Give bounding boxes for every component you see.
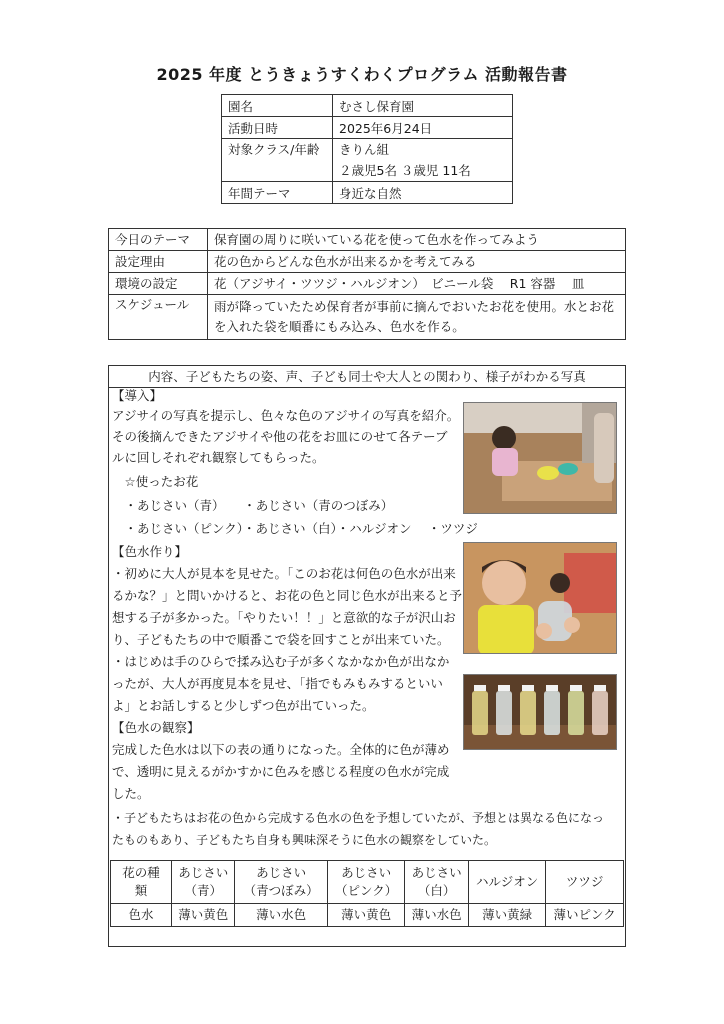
flower-type-header-line: 類 [134,883,148,898]
make-line: 想する子が多かった。「やりたい！！」と意欲的な子が沢山お [112,610,456,625]
flower-variant: （青） [184,883,222,898]
info-table [221,94,513,204]
flower-name: ハルジオン [476,874,539,889]
photo-observing-flowers [463,402,617,514]
reason-value: 花の色からどんな色水が出来るかを考えてみる [208,251,626,273]
observe-heading: 【色水の観察】 [112,720,200,735]
color-water-value: 薄いピンク [546,904,624,927]
class-value-line-2: ２歳児5名 ３歳児 11名 [339,163,471,178]
environment-value: 花（アジサイ・ツツジ・ハルジオン） ビニール袋 R1 容器 皿 [208,273,626,295]
date-value: 2025年6月24日 [333,117,513,139]
make-line: ・はじめは手のひらで揉み込む子が多くなかなか色が出なか [112,654,450,669]
flower-cell [546,861,624,904]
schedule-line: を入れた袋を順番にもみ込み、色水を作る。 [214,319,465,334]
make-line: ったが、大人が再度見本を見せ、「指でもみもみするといい [112,676,443,691]
plan-table [108,228,626,340]
flower-cell [327,861,405,904]
make-line: り、子どもたちの中で順番こで袋を回すことが出来ていた。 [112,632,450,647]
observe-line: で、透明に見えるがかすかに色みを感じる程度の色水が完成 [112,764,450,779]
today-theme-label: 今日のテーマ [109,229,208,251]
observe-line: たものもあり、子どもたち自身も興味深そうに色水の観察をしていた。 [112,833,497,847]
flower-name: ツツジ [565,874,604,889]
flower-variant: （青つぼみ） [243,883,319,898]
photo-color-water-bottles [463,674,617,750]
make-heading: 【色水作り】 [112,544,188,559]
observe-line: ・子どもたちはお花の色から完成する色水の色を予想していたが、予想とは異なる色になっ [112,811,605,825]
flower-name: あじさい [178,865,229,880]
flower-variant: （ピンク） [334,883,398,898]
schedule-label: スケジュール [109,295,208,340]
flower-type-header-line: 花の種 [122,865,160,880]
flower-name: あじさい [341,865,392,880]
class-label: 対象クラス/年齢 [222,139,333,182]
color-water-value: 薄い黄緑 [468,904,546,927]
reason-label: 設定理由 [109,251,208,273]
observe-line: 完成した色水は以下の表の通りになった。全体的に色が薄め [112,742,450,757]
color-water-label: 色水 [111,904,172,927]
make-line: るかな？」と問いかけると、お花の色と同じ色水が出来ると予 [112,588,463,603]
yearly-theme-value: 身近な自然 [333,182,513,204]
content-header: 内容、子どもたちの姿、声、子ども同士や大人との関わり、様子がわかる写真 [109,366,625,388]
flower-cell [172,861,235,904]
page-title: 2025 年度 とうきょうすくわくプログラム 活動報告書 [156,65,568,84]
today-theme-value: 保育園の周りに咲いている花を使って色水を作ってみよう [208,229,626,251]
garden-label: 園名 [222,95,333,117]
color-water-value: 薄い水色 [235,904,327,927]
make-line: ・初めに大人が見本を見せた。「このお花は何色の色水が出来 [112,566,456,581]
color-water-table [110,860,624,927]
color-water-value: 薄い黄色 [327,904,405,927]
schedule-value [208,295,626,340]
flower-name: あじさい [411,865,462,880]
yearly-theme-label: 年間テーマ [222,182,333,204]
photo-observing-flowers-image [464,403,617,514]
color-water-value: 薄い黄色 [172,904,235,927]
date-label: 活動日時 [222,117,333,139]
intro-line: アジサイの写真を提示し、色々な色のアジサイの写真を紹介。 [112,408,460,423]
photo-color-water-bottles-image [464,675,617,750]
intro-line: ・あじさい（青） ・あじさい（青のつぼみ） [112,498,394,513]
schedule-line: 雨が降っていたため保育者が事前に摘んでおいたお花を使用。水とお花 [214,299,615,314]
intro-line: ・あじさい（ピンク）・あじさい（白）・ハルジオン ・ツツジ [112,521,478,536]
flower-type-header [111,861,172,904]
color-water-value: 薄い水色 [405,904,468,927]
flower-cell [468,861,546,904]
flower-variant: （白） [417,883,456,898]
flower-cell [405,861,468,904]
photo-making-color-water-image [464,543,617,654]
class-value [333,139,513,182]
intro-line: その後摘んできたアジサイや他の花をお皿にのせて各テーブ [112,429,448,444]
environment-label: 環境の設定 [109,273,208,295]
intro-heading: 【導入】 [112,388,163,403]
class-value-line-1: きりん組 [339,142,390,157]
garden-value: むさし保育園 [333,95,513,117]
photo-making-color-water [463,542,617,654]
intro-line: ルに回しそれぞれ観察してもらった。 [112,450,325,465]
intro-line: ☆使ったお花 [112,474,199,489]
observe-line: した。 [112,786,150,801]
flower-cell [235,861,327,904]
flower-name: あじさい [256,865,307,880]
make-line: よ」とお話しすると少しずつ色が出ていった。 [112,698,375,713]
